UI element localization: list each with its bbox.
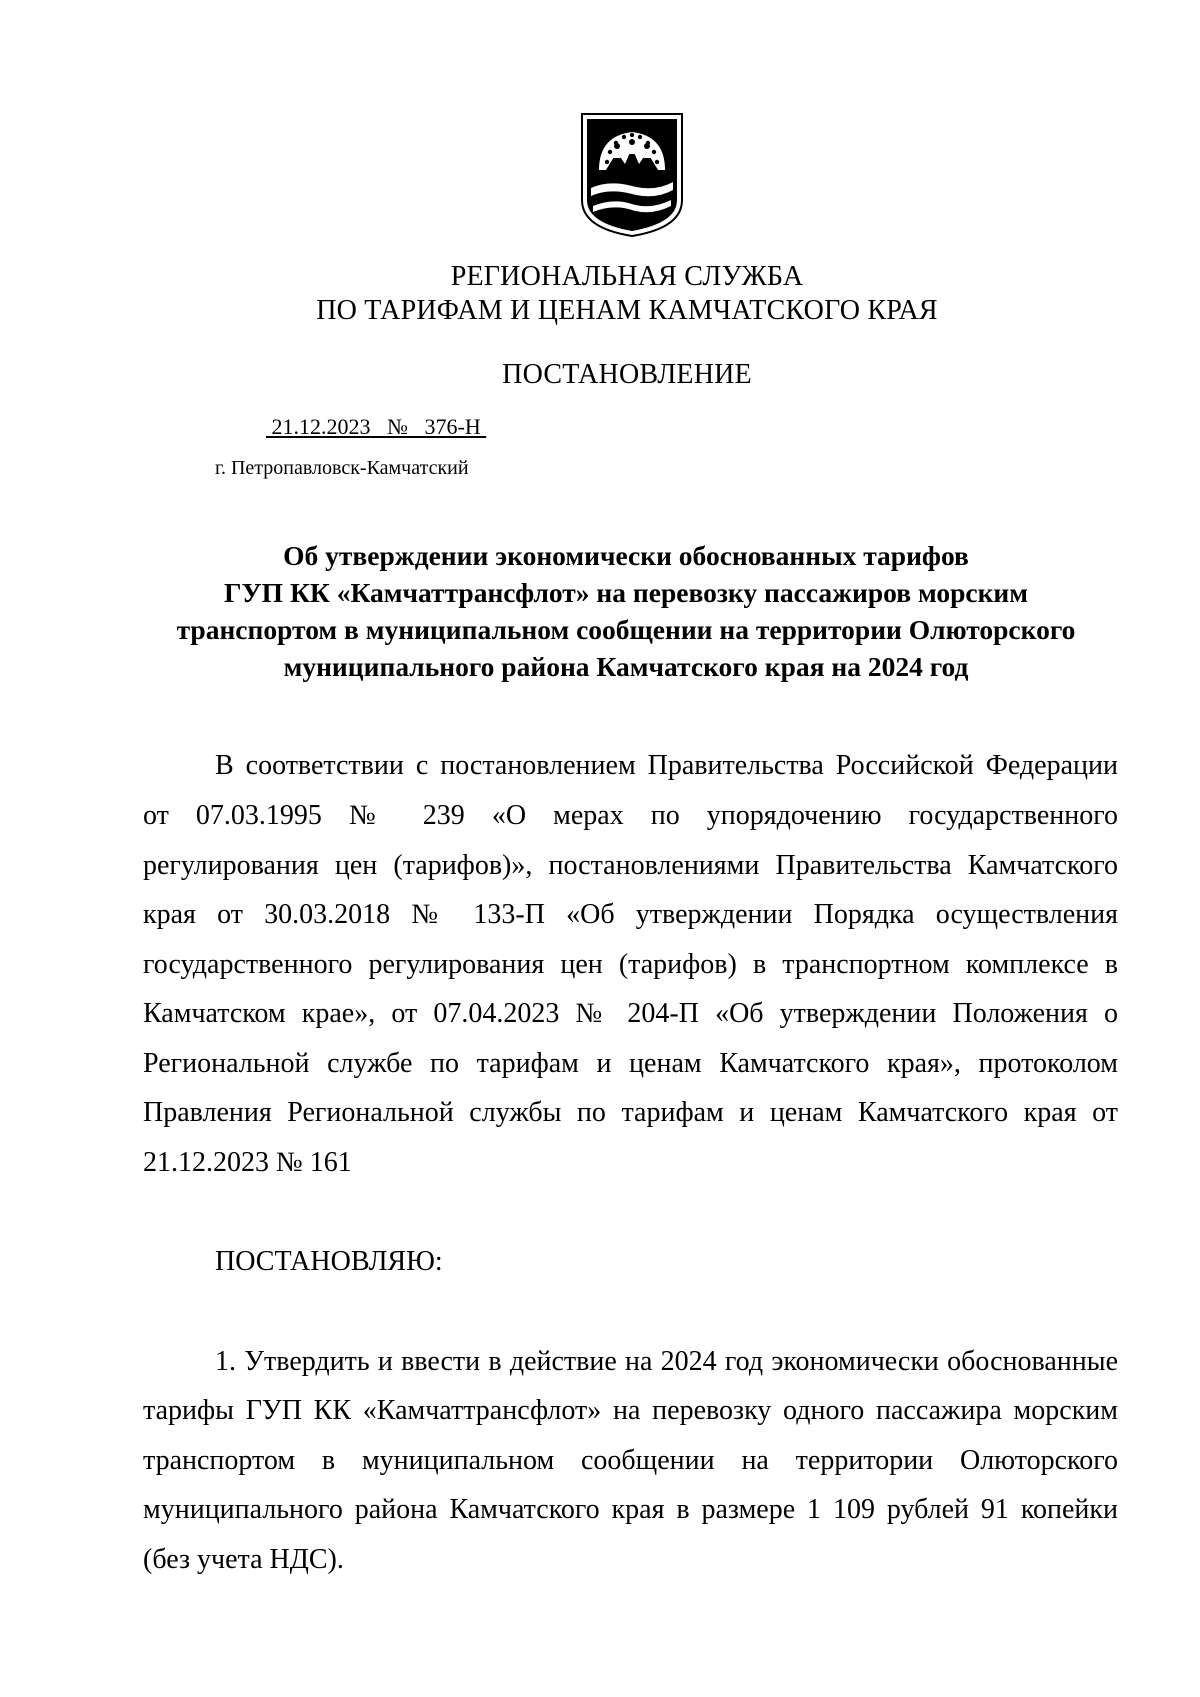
- item1-line: (без учета НДС).: [143, 1544, 344, 1575]
- kamchatka-coat-of-arms-icon: [579, 112, 685, 238]
- preamble-line: от 07.03.1995 № 239 «О мерах по упорядочению государственного: [143, 800, 1118, 831]
- document-type-heading: ПОСТАНОВЛЕНИЕ: [502, 359, 752, 390]
- resolve-heading: ПОСТАНОВЛЯЮ:: [215, 1246, 443, 1277]
- item1-line: транспортом в муниципальном сообщении на территории Олюторского: [143, 1445, 1118, 1476]
- preamble-line: государственного регулирования цен (тарифов) в транспортном комплексе в: [143, 949, 1118, 980]
- preamble-line: края от 30.03.2018 № 133-П «Об утверждении Порядка осуществления: [143, 899, 1118, 930]
- agency-name-line-2: ПО ТАРИФАМ И ЦЕНАМ КАМЧАТСКОГО КРАЯ: [316, 295, 938, 326]
- document-date-number: 21.12.2023 № 376-Н: [266, 414, 487, 439]
- preamble-line: Правления Региональной службы по тарифам и ценам Камчатского края от: [143, 1097, 1118, 1128]
- document-city: г. Петропавловск-Камчатский: [215, 457, 469, 479]
- item1-line: тарифы ГУП КК «Камчаттрансфлот» на перевозку одного пассажира морским: [143, 1395, 1118, 1426]
- agency-name-line-1: РЕГИОНАЛЬНАЯ СЛУЖБА: [450, 261, 804, 292]
- document-title-line: Об утверждении экономически обоснованных тарифов: [283, 540, 969, 571]
- preamble-line: регулирования цен (тарифов)», постановлениями Правительства Камчатского: [143, 850, 1118, 881]
- item1-line: муниципального района Камчатского края в размере 1 109 рублей 91 копейки: [143, 1494, 1118, 1525]
- item1-line: 1. Утвердить и ввести в действие на 2024 год экономически обоснованные: [215, 1346, 1118, 1377]
- preamble-line: 21.12.2023 № 161: [143, 1147, 352, 1178]
- preamble-line: Камчатском крае», от 07.04.2023 № 204-П «Об утверждении Положения о: [143, 998, 1118, 1029]
- document-title-line: муниципального района Камчатского края на 2024 год: [283, 651, 969, 682]
- document-title-line: транспортом в муниципальном сообщении на территории Олюторского: [176, 614, 1076, 645]
- document-title-line: ГУП КК «Камчаттрансфлот» на перевозку пассажиров морским: [224, 577, 1028, 608]
- preamble-line: В соответствии с постановлением Правительства Российской Федерации: [215, 750, 1118, 781]
- preamble-line: Региональной службе по тарифам и ценам Камчатского края», протоколом: [143, 1048, 1118, 1079]
